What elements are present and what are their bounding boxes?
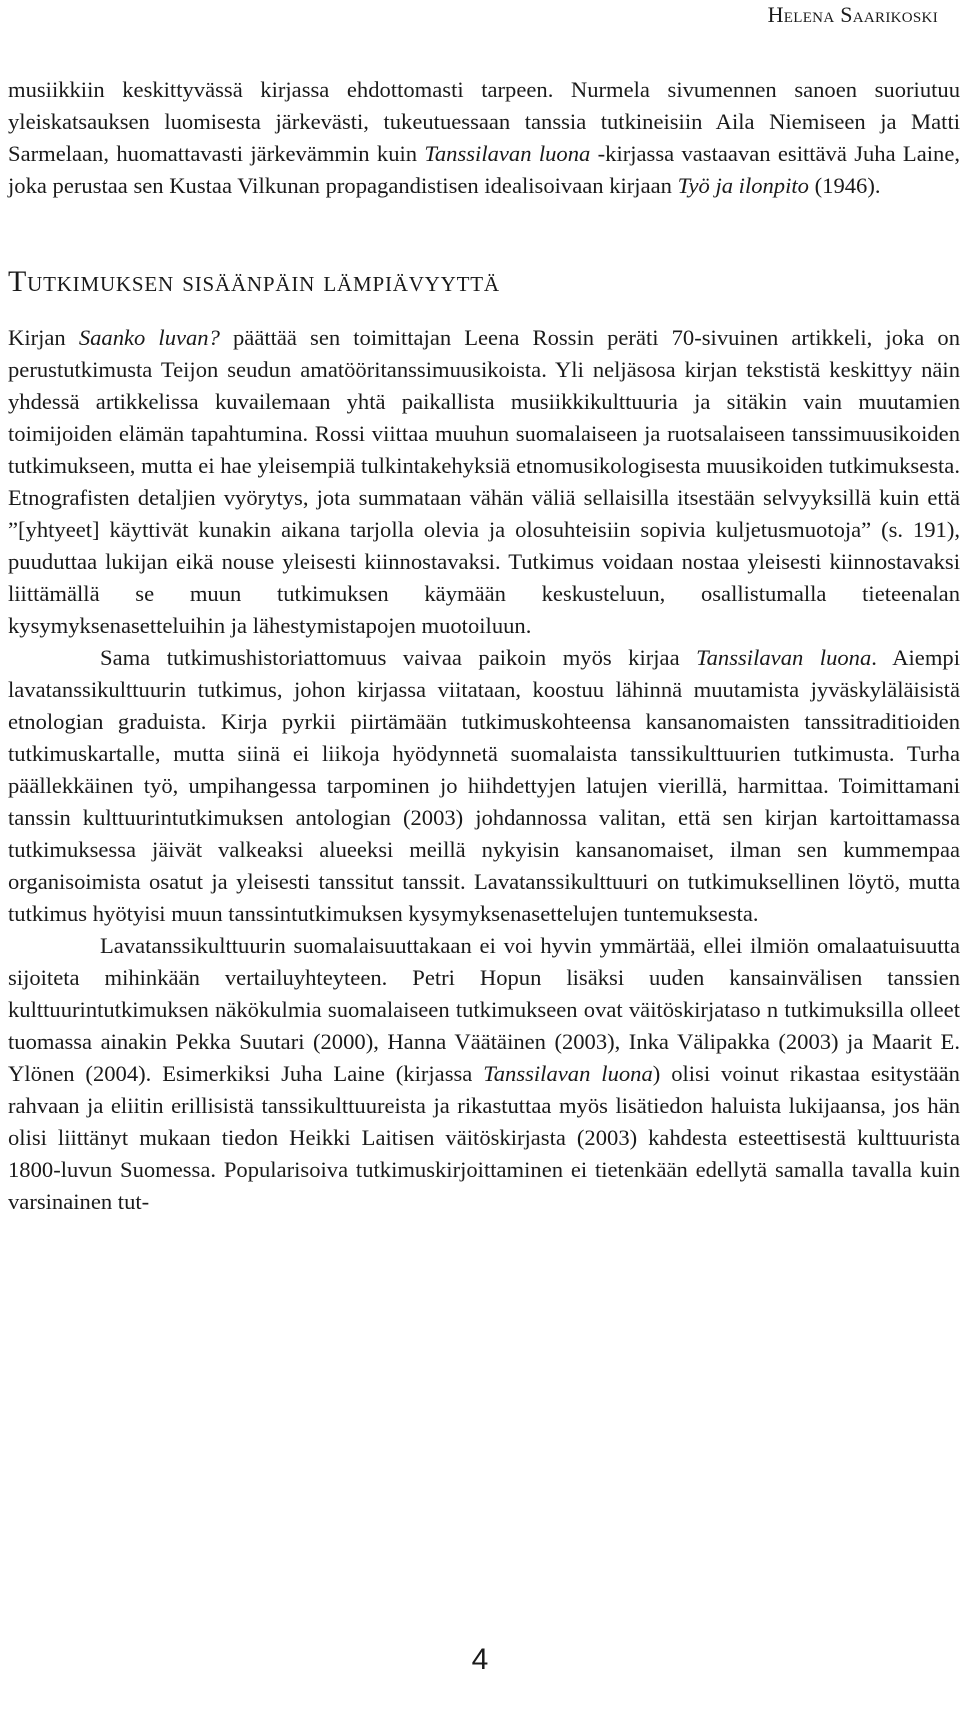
running-head: Helena Saarikoski	[767, 2, 938, 27]
intro-text-2: -kirjassa vastaavan esittävä Juha Laine, joka perustaa sen Kustaa Vilkunan propagandistisen idealisoivaan kirjaan	[8, 141, 960, 198]
paragraph-3	[8, 930, 960, 1218]
book-title-tanssilavan-luona: Tanssilavan luona	[483, 1061, 653, 1086]
article-body	[8, 74, 960, 1218]
intro-text-3: (1946).	[808, 173, 881, 198]
book-title-saanko-luvan: Saanko luvan?	[78, 325, 220, 350]
paragraph-2-text-2: . Aiempi lavatanssikulttuurin tutkimus, johon kirjassa viitataan, koostuu lähinnä muutamista jyväskyläläisistä etnologian graduista. Kirja pyrkii piirtämään tutkimuskohteensa kansanomaisten tanssitraditioiden tutkimuskartalle, mutta siinä ei liikoja hyödynnetä suomalaista tanssikulttuurien tutkimusta. Turha päällekkäinen työ, umpihangessa tarpominen jo hiihdettyjen latujen vierillä, harmittaa. Toimittamani tanssin kulttuurintutkimuksen antologian (2003) johdannossa valitan, että sen kirjan kartoittamassa tutkimuksessa jäivät valkeaksi alueeksi meillä nykyisin kansanomaiset, ilman sen kummempaa organisoimista osatut ja yleisesti tanssitut tanssit. Lavatanssikulttuuri on tutkimuksellinen löytö, mutta tutkimus hyötyisi muun tanssintutkimuksen kysymyksenasettelujen tuntemuksesta.	[8, 645, 960, 926]
section-heading: Tutkimuksen sisäänpäin lämpiävyyttä	[8, 265, 500, 298]
paragraph-3-text-1: Lavatanssikulttuurin suomalaisuuttakaan ei voi hyvin ymmärtää, ellei ilmiön omalaatuisuutta sijoiteta mihinkään vertailuyhteyteen. Petri Hopun lisäksi uuden kansainvälisen tanssien kulttuurintutkimuksen näkökulmia suomalaiseen tutkimukseen ovat väitöskirjataso n tutkimuksilla olleet tuomassa ainakin Pekka Suutari (2000), Hanna Väätäinen (2003), Inka Välipakka (2003) ja Maarit E. Ylönen (2004). Esimerkiksi Juha Laine (kirjassa	[8, 933, 960, 1086]
intro-paragraph	[8, 74, 960, 202]
paragraph-2-text-1: Sama tutkimushistoriattomuus vaivaa paikoin myös kirjaa	[100, 645, 697, 670]
book-title-tyo-ja-ilonpito: Työ ja ilonpito	[677, 173, 809, 198]
paragraph-1	[8, 322, 960, 642]
book-title-tanssilavan-luona: Tanssilavan luona	[424, 141, 591, 166]
page-number: 4	[471, 1643, 489, 1676]
intro-text-1: musiikkiin keskittyvässä kirjassa ehdottomasti tarpeen. Nurmela sivumennen sanoen suoriutuu yleiskatsauksen luomisesta järkevästi, tukeutuessaan tanssia tutkineisiin Aila Niemiseen ja Matti Sarmelaan, huomattavasti järkevämmin kuin	[8, 77, 960, 166]
paragraph-3-text-2: ) olisi voinut rikastaa esitystään rahvaan ja eliitin erillisistä tanssikulttuureista ja rikastuttaa myös lisätiedon haluista lukijaansa, jos hän olisi liittänyt mukaan tiedon Heikki Laitisen väitöskirjasta (2003) kahdesta esteettisestä kulttuurista 1800-luvun Suomessa. Popularisoiva tutkimuskirjoittaminen ei tietenkään edellytä samalla tavalla kuin varsinainen tut-	[8, 1061, 960, 1214]
paragraph-1-text-1: Kirjan	[8, 325, 79, 350]
paragraph-2	[8, 642, 960, 930]
book-title-tanssilavan-luona: Tanssilavan luona	[696, 645, 872, 670]
paragraph-1-text-2: päättää sen toimittajan Leena Rossin peräti 70-sivuinen artikkeli, joka on perustutkimusta Teijon seudun amatööritanssimuusikoista. Yli neljäsosa kirjan tekstistä keskittyy näin yhdessä artikkelissa kuvailemaan yhtä paikallista musiikkikulttuuria ja sitäkin vain muutamien toimijoiden elämän tapahtumina. Rossi viittaa muuhun suomalaiseen ja ruotsalaiseen tanssimuusikoiden tutkimukseen, mutta ei hae yleisempiä tulkintakehyksiä etnomusikologisesta muusikoiden tutkimuksesta. Etnografisten detaljien vyörytys, jota summataan vähän väliä sellaisilla itsestään selvyyksillä kuin että ”[yhtyeet] käyttivät kunakin aikana tarjolla olevia ja olosuhteisiin sopivia kuljetusmuotoja” (s. 191), puuduttaa lukijan eikä nouse yleisesti kiinnostavaksi. Tutkimus voidaan nostaa yleisesti kiinnostavaksi liittämällä se muun tutkimuksen käymään keskusteluun, osallistumalla tieteenalan kysymyksenasetteluihin ja lähestymistapojen muotoiluun.	[8, 325, 960, 638]
